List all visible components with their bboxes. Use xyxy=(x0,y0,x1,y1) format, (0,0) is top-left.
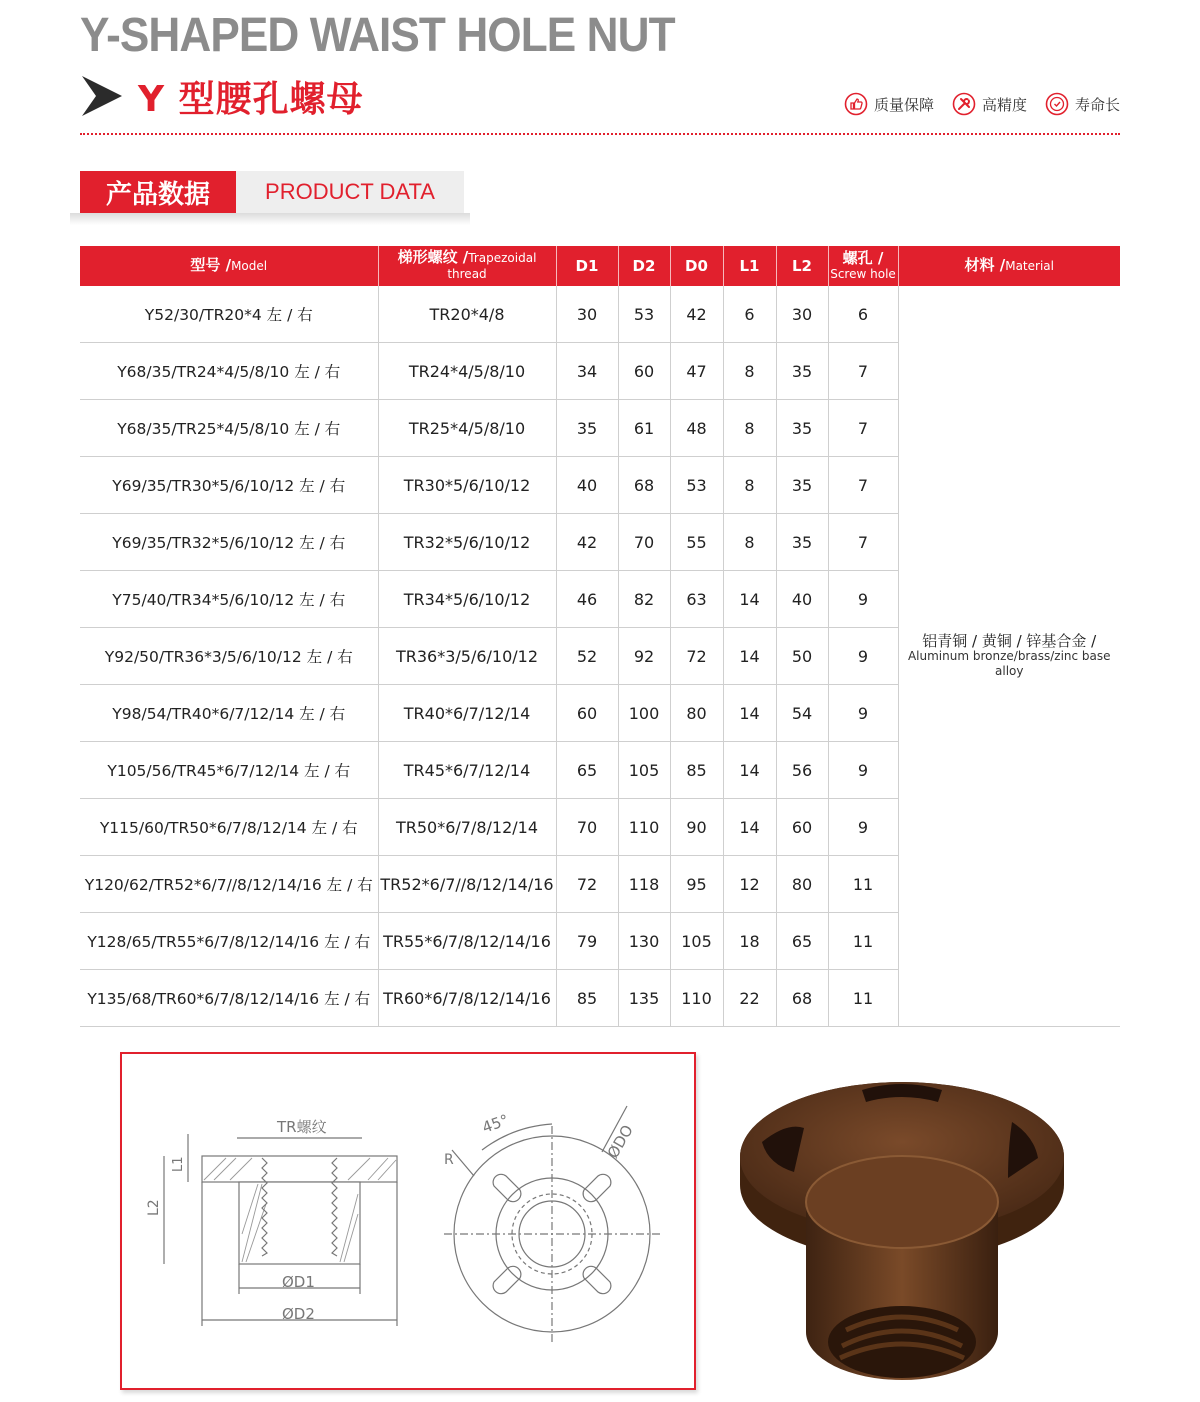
cell-d0: 105 xyxy=(670,913,723,970)
cell-d1: 65 xyxy=(556,742,618,799)
header-d2: D2 xyxy=(618,246,670,286)
thumbs-up-icon xyxy=(844,92,868,116)
cell-model: Y120/62/TR52*6/7//8/12/14/16 左 / 右 xyxy=(80,856,378,913)
badge-label: 寿命长 xyxy=(1074,95,1120,114)
cell-model: Y75/40/TR34*5/6/10/12 左 / 右 xyxy=(80,571,378,628)
cell-thread: TR36*3/5/6/10/12 xyxy=(378,628,556,685)
cell-l2: 35 xyxy=(776,400,828,457)
cell-d1: 34 xyxy=(556,343,618,400)
cell-thread: TR20*4/8 xyxy=(378,286,556,343)
cell-thread: TR60*6/7/8/12/14/16 xyxy=(378,970,556,1027)
side-view-drawing xyxy=(164,1134,397,1326)
cell-d1: 46 xyxy=(556,571,618,628)
cell-thread: TR55*6/7/8/12/14/16 xyxy=(378,913,556,970)
header-l2: L2 xyxy=(776,246,828,286)
cell-l1: 22 xyxy=(723,970,776,1027)
cell-l2: 35 xyxy=(776,457,828,514)
cell-d0: 63 xyxy=(670,571,723,628)
cell-model: Y68/35/TR24*4/5/8/10 左 / 右 xyxy=(80,343,378,400)
cell-d0: 55 xyxy=(670,514,723,571)
cell-hole: 9 xyxy=(828,685,898,742)
cell-l1: 14 xyxy=(723,799,776,856)
header-material: 材料 /Material xyxy=(898,246,1120,286)
cell-l2: 60 xyxy=(776,799,828,856)
d0-label: ØDO xyxy=(603,1121,637,1162)
badge-precision xyxy=(952,92,1027,116)
cell-l1: 8 xyxy=(723,514,776,571)
cell-d2: 135 xyxy=(618,970,670,1027)
cell-d2: 60 xyxy=(618,343,670,400)
cell-thread: TR34*5/6/10/12 xyxy=(378,571,556,628)
cell-thread: TR24*4/5/8/10 xyxy=(378,343,556,400)
cell-model: Y128/65/TR55*6/7/8/12/14/16 左 / 右 xyxy=(80,913,378,970)
radius-label: R xyxy=(444,1152,454,1168)
product-photo xyxy=(722,1062,1082,1392)
header-thread: 梯形螺纹 /Trapezoidal thread xyxy=(378,246,556,286)
cell-thread: TR40*6/7/12/14 xyxy=(378,685,556,742)
cell-d1: 85 xyxy=(556,970,618,1027)
cell-d1: 79 xyxy=(556,913,618,970)
technical-drawing xyxy=(120,1052,696,1390)
chevron-right-icon xyxy=(80,74,124,118)
cell-thread: TR45*6/7/12/14 xyxy=(378,742,556,799)
thread-label: TR螺纹 xyxy=(277,1118,327,1136)
cell-l2: 30 xyxy=(776,286,828,343)
title-english: Y-SHAPED WAIST HOLE NUT xyxy=(80,9,675,62)
cell-model: Y105/56/TR45*6/7/12/14 左 / 右 xyxy=(80,742,378,799)
cell-hole: 9 xyxy=(828,628,898,685)
d2-label: ØD2 xyxy=(282,1305,315,1323)
l1-label: L1 xyxy=(171,1156,186,1172)
cell-hole: 7 xyxy=(828,514,898,571)
cell-d2: 53 xyxy=(618,286,670,343)
table-body xyxy=(80,286,1120,1027)
cell-d2: 100 xyxy=(618,685,670,742)
cell-model: Y69/35/TR32*5/6/10/12 左 / 右 xyxy=(80,514,378,571)
cell-d2: 118 xyxy=(618,856,670,913)
cell-l1: 12 xyxy=(723,856,776,913)
header-l1: L1 xyxy=(723,246,776,286)
cell-model: Y69/35/TR30*5/6/10/12 左 / 右 xyxy=(80,457,378,514)
cell-d0: 53 xyxy=(670,457,723,514)
cell-d0: 110 xyxy=(670,970,723,1027)
cell-d2: 130 xyxy=(618,913,670,970)
cell-d1: 52 xyxy=(556,628,618,685)
cell-d1: 35 xyxy=(556,400,618,457)
cell-l1: 18 xyxy=(723,913,776,970)
cell-hole: 7 xyxy=(828,343,898,400)
l2-label: L2 xyxy=(146,1199,162,1216)
material-cn: 铝青铜 / 黄铜 / 锌基合金 / xyxy=(922,631,1097,650)
cell-d2: 70 xyxy=(618,514,670,571)
cell-d1: 72 xyxy=(556,856,618,913)
badge-label: 高精度 xyxy=(981,95,1027,114)
header-screw-hole: 螺孔 / Screw hole xyxy=(828,246,898,286)
cell-d0: 72 xyxy=(670,628,723,685)
cell-thread: TR25*4/5/8/10 xyxy=(378,400,556,457)
cell-l2: 68 xyxy=(776,970,828,1027)
section-title-cn: 产品数据 xyxy=(80,171,236,213)
cell-hole: 7 xyxy=(828,400,898,457)
cell-d1: 70 xyxy=(556,799,618,856)
badge-lifespan xyxy=(1045,92,1120,116)
cell-d1: 42 xyxy=(556,514,618,571)
cell-model: Y68/35/TR25*4/5/8/10 左 / 右 xyxy=(80,400,378,457)
section-shadow xyxy=(70,213,470,225)
product-data-table xyxy=(80,246,1120,1027)
angle-label: 45° xyxy=(479,1110,512,1137)
table-header-row xyxy=(80,246,1120,286)
cell-d1: 60 xyxy=(556,685,618,742)
cell-l1: 6 xyxy=(723,286,776,343)
cell-d0: 80 xyxy=(670,685,723,742)
cell-model: Y115/60/TR50*6/7/8/12/14 左 / 右 xyxy=(80,799,378,856)
cell-d0: 85 xyxy=(670,742,723,799)
table-row xyxy=(80,286,1120,343)
title-chinese: Y 型腰孔螺母 xyxy=(138,78,364,120)
cell-material xyxy=(898,286,1120,1027)
header-d0: D0 xyxy=(670,246,723,286)
cell-l2: 40 xyxy=(776,571,828,628)
cell-hole: 11 xyxy=(828,970,898,1027)
cell-l1: 14 xyxy=(723,571,776,628)
cell-model: Y135/68/TR60*6/7/8/12/14/16 左 / 右 xyxy=(80,970,378,1027)
cell-d2: 61 xyxy=(618,400,670,457)
cell-d1: 30 xyxy=(556,286,618,343)
cell-d0: 47 xyxy=(670,343,723,400)
cell-hole: 11 xyxy=(828,856,898,913)
cell-d0: 42 xyxy=(670,286,723,343)
nut-render xyxy=(740,1082,1064,1380)
clock-icon xyxy=(1045,92,1069,116)
cell-model: Y98/54/TR40*6/7/12/14 左 / 右 xyxy=(80,685,378,742)
cell-d0: 48 xyxy=(670,400,723,457)
feature-badges xyxy=(844,92,1120,116)
cell-hole: 7 xyxy=(828,457,898,514)
cell-hole: 9 xyxy=(828,742,898,799)
cell-l1: 14 xyxy=(723,685,776,742)
cell-model: Y52/30/TR20*4 左 / 右 xyxy=(80,286,378,343)
cell-thread: TR30*5/6/10/12 xyxy=(378,457,556,514)
section-heading xyxy=(80,171,464,213)
cell-d2: 92 xyxy=(618,628,670,685)
cell-l2: 35 xyxy=(776,343,828,400)
cell-hole: 9 xyxy=(828,571,898,628)
cell-hole: 9 xyxy=(828,799,898,856)
cell-d2: 82 xyxy=(618,571,670,628)
cell-d1: 40 xyxy=(556,457,618,514)
cell-d2: 68 xyxy=(618,457,670,514)
cell-l2: 35 xyxy=(776,514,828,571)
cell-l1: 8 xyxy=(723,400,776,457)
section-title-en: PRODUCT DATA xyxy=(236,171,464,213)
tools-icon xyxy=(952,92,976,116)
cell-d2: 105 xyxy=(618,742,670,799)
cell-d0: 95 xyxy=(670,856,723,913)
cell-d2: 110 xyxy=(618,799,670,856)
cell-thread: TR32*5/6/10/12 xyxy=(378,514,556,571)
cell-l2: 65 xyxy=(776,913,828,970)
cell-l2: 54 xyxy=(776,685,828,742)
d1-label: ØD1 xyxy=(282,1273,315,1291)
cell-l2: 56 xyxy=(776,742,828,799)
cell-thread: TR52*6/7//8/12/14/16 xyxy=(378,856,556,913)
cell-l1: 8 xyxy=(723,457,776,514)
cell-l2: 80 xyxy=(776,856,828,913)
header-d1: D1 xyxy=(556,246,618,286)
cell-l2: 50 xyxy=(776,628,828,685)
badge-quality xyxy=(844,92,934,116)
header-model: 型号 /Model xyxy=(80,246,378,286)
cell-d0: 90 xyxy=(670,799,723,856)
drawing-svg xyxy=(122,1054,694,1388)
cell-hole: 6 xyxy=(828,286,898,343)
cell-l1: 14 xyxy=(723,628,776,685)
cell-thread: TR50*6/7/8/12/14 xyxy=(378,799,556,856)
material-en: Aluminum bronze/brass/zinc base alloy xyxy=(907,648,1111,678)
cell-l1: 14 xyxy=(723,742,776,799)
cell-model: Y92/50/TR36*3/5/6/10/12 左 / 右 xyxy=(80,628,378,685)
cell-l1: 8 xyxy=(723,343,776,400)
title-row xyxy=(80,70,364,122)
cell-hole: 11 xyxy=(828,913,898,970)
badge-label: 质量保障 xyxy=(873,95,934,114)
divider xyxy=(80,133,1120,135)
